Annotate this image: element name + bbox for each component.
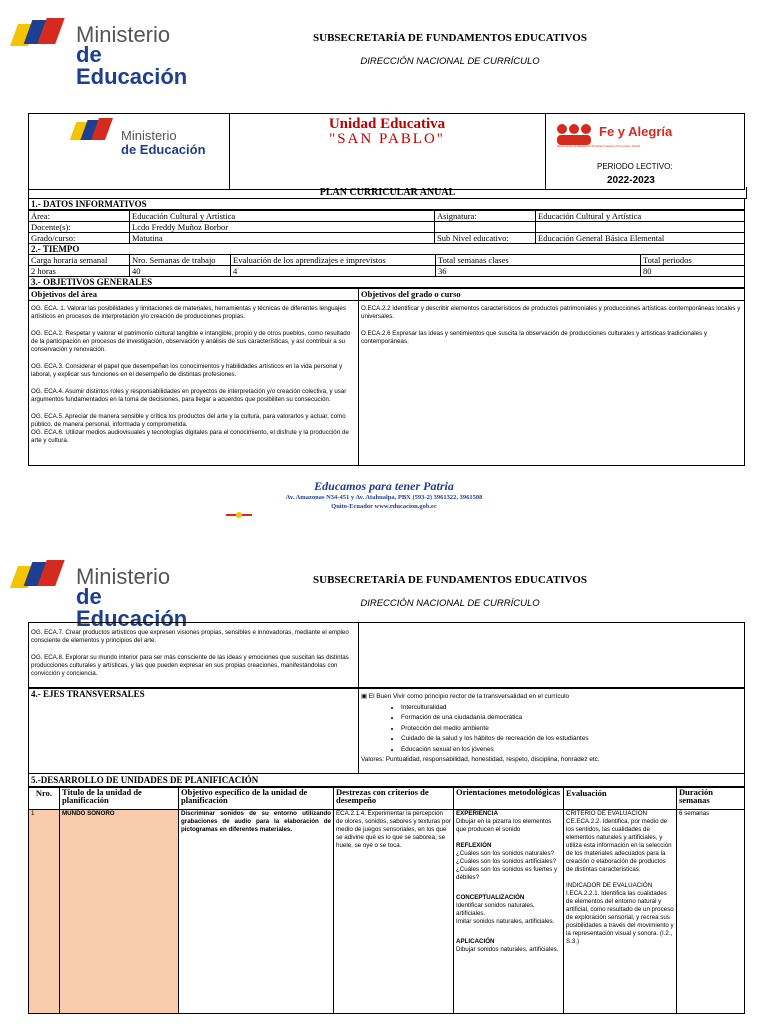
- footer-address: Av. Amazonas N34-451 y Av. Atahualpa, PBX (593-2) 3961322, 3961508: [285, 494, 483, 501]
- school-name: Unidad Educativa: [328, 116, 446, 132]
- tiempo-table: [28, 254, 745, 288]
- col-header: Objetivo específico de la unidad de planificación: [179, 788, 334, 810]
- tiempo-header: Nro. Semanas de trabajo: [130, 255, 231, 266]
- obj-grado-item: O.ECA.2.6 Expresar las ideas y sentimientos que suscita la observación de producciones culturales y artísticas tradicionales y contemporáneas.: [361, 330, 707, 345]
- objetivos-cont-table: [28, 622, 745, 688]
- plan-title: PLAN CURRICULAR ANUAL: [28, 187, 747, 199]
- people-icon: [557, 124, 595, 146]
- subnivel-label: Sub Nivel educativo:: [435, 233, 536, 244]
- obj-area-item: OG. ECA. 1. Valorar las posibilidades y limitaciones de materiales, herramientas y técnicas de diferentes lenguajes artísticos en procesos de interpretación y/o creación de producciones propias.: [31, 305, 346, 320]
- tiempo-value: 80: [641, 266, 745, 277]
- obj-area-cont: [29, 623, 359, 688]
- direccion-subtitle-page2: DIRECCIÓN NACIONAL DE CURRÍCULO: [360, 598, 540, 609]
- col-header: Nro.: [29, 788, 60, 810]
- obj-area-item: OG. ECA.2. Respetar y valorar el patrimonio cultural tangible e intangible, propio y de otros pueblos, como resultado de la participación en procesos de investigación, observación y análisis de sus características, y así contribuir a su conservación y renovación.: [31, 330, 351, 353]
- eje-item: • Cuidado de la salud y los hábitos de recreación de los estudiantes: [401, 734, 742, 745]
- eje-item: • Educación sexual en los jóvenes: [401, 745, 742, 756]
- tiempo-header: Carga horaria semanal: [29, 255, 130, 266]
- obj-grado-item: O.ECA.2.2 Identificar y describir elementos característicos de productos patrimoniales y producciones artísticas contemporáneas locales y universales.: [361, 305, 741, 320]
- unidades-table: [28, 787, 745, 1014]
- area-value: Educación Cultural y Artística: [130, 211, 435, 222]
- fya-logo: Fe y Alegría Movimiento de Educación Popular Integral y Promoción Social: [557, 124, 673, 148]
- tiempo-header: Total periodos: [641, 255, 745, 266]
- tiempo-value: 36: [436, 266, 641, 277]
- row-destrezas: ECA.2.1.4. Experimentar la percepción de olores, sonidos, sabores y texturas por medio de juegos sensoriales, en los que se adivine qué es lo que se saborea, se huele, se oye o se toca.: [334, 810, 454, 1014]
- row-evaluacion: CRITERIO DE EVALUACIÓN CE.ECA.2.2. Identifica, por medio de los sentidos, las cualidades de elementos naturales y artificiales, y utiliza esta información en la selección de los materiales adecuados para la creación o elaboración de productos de distintas características. INDICADOR DE EVALUACIÓN I.ECA.2.2.1. Identifica las cualidades de elementos del entorno natural y artificial, como resultado de un proceso de exploración sensorial, y recrea sus posibilidades a través del movimiento y la representación visual y sonora. (I.2., S.3.): [564, 810, 677, 1014]
- flag-icon: [14, 18, 72, 64]
- asignatura-value: Educación Cultural y Artística: [536, 211, 745, 222]
- row-objetivo: Discriminar sonidos de su entorno utilizando grabaciones de audio para la elaboración de pictogramas en diferentes materiales.: [179, 810, 334, 1014]
- section-objetivos: 3.- OBJETIVOS GENERALES: [29, 277, 745, 288]
- footer-motto: Educamos para tener Patria: [314, 479, 454, 493]
- school-header: [28, 113, 745, 190]
- row-titulo: MUNDO SONORO: [60, 810, 179, 1014]
- tiempo-header: Total semanas clases: [436, 255, 641, 266]
- direccion-subtitle: DIRECCIÓN NACIONAL DE CURRÍCULO: [360, 56, 540, 67]
- col-header: Orientaciones metodológicas: [454, 788, 564, 810]
- ministerio-logo-page2: Ministerio de Educación: [14, 560, 174, 608]
- obj-grado-header: Objetivos del grado o curso: [359, 289, 745, 301]
- row-nro: 1: [29, 810, 60, 1014]
- school-name-2: "SAN PABLO": [329, 131, 445, 147]
- col-header: Título de la unidad de planificación: [60, 788, 179, 810]
- obj-area-list: [29, 301, 359, 466]
- eje-item: • Interculturalidad: [401, 703, 742, 714]
- col-header: Evaluación: [564, 788, 677, 810]
- col-header: Duración semanas: [677, 788, 745, 810]
- docente-value: Lcdo Freddy Muñoz Borbor: [130, 222, 435, 233]
- ejes-intro: ▣ El Buen Vivir como principio rector de la transversalidad en el currículo: [361, 693, 570, 700]
- ejes-table: [28, 688, 745, 774]
- objetivos-table: [28, 288, 745, 466]
- checkbox-icon: ▣: [361, 693, 369, 700]
- obj-area-item: OG. ECA.5. Apreciar de manera sensible y crítica los productos del arte y la cultura, para valorarlos y actuar, como público, de manera personal, informada y comprometida.: [31, 413, 346, 428]
- row-orientaciones: EXPERIENCIA Dibujar en la pizarra los elementos que producen el sonido REFLEXIÓN ¿Cuáles son los sonidos naturales? ¿Cuáles son los sonidos artificiales? ¿Cuáles son los sonidos es fuertes y débiles? CONCEPTUALIZACIÓN Identificar sonidos naturales, artificiales. Imitar sonidos naturales, artificiales. APLICACIÓN Dibujar sonidos naturales, artificiales.: [454, 810, 564, 1014]
- obj-area-item: OG. ECA.8. Explorar su mundo interior para ser más consciente de las ideas y emociones que suscitan las distintas producciones culturales y artísticas, y las que pueden expresar en sus propias creaciones, manifestándolas con convicción y conciencia.: [31, 654, 349, 677]
- grado-label: Grado/curso:: [29, 233, 130, 244]
- tiempo-value: 2 horas: [29, 266, 130, 277]
- obj-area-item: OG. ECA.3. Considerar el papel que desempeñan los conocimientos y habilidades artísticos en la vida personal y laboral, y explicar sus funciones en el desempeño de distintas profesiones.: [31, 363, 343, 378]
- tiempo-value: 40: [130, 266, 231, 277]
- flag-icon: [14, 560, 72, 606]
- grado-value: Matutina: [130, 233, 435, 244]
- subsecretaria-title: SUBSECRETARÍA DE FUNDAMENTOS EDUCATIVOS: [313, 32, 587, 44]
- periodo-label: PERIODO LECTIVO:: [597, 162, 673, 171]
- obj-area-header: Objetivos del área: [29, 289, 359, 301]
- obj-area-item: OG. ECA.7. Crear productos artísticos que expresen visiones propias, sensibles e innovadoras, mediante el empleo consciente de elementos y principios del arte.: [31, 629, 349, 644]
- section-ejes: 4.- EJES TRANSVERSALES: [29, 689, 359, 774]
- col-header: Destrezas con criterios de desempeño: [334, 788, 454, 810]
- ministerio-logo-small: Ministerio de Educación: [73, 118, 223, 158]
- section-desarrollo: 5.-DESARROLLO DE UNIDADES DE PLANIFICACIÓN: [28, 774, 745, 787]
- docente-label: Docente(s):: [29, 222, 130, 233]
- subnivel-value: Educación General Básica Elemental: [536, 233, 745, 244]
- area-label: Área:: [29, 211, 130, 222]
- section-datos: 1.- DATOS INFORMATIVOS: [28, 199, 745, 210]
- section-tiempo: 2.- TIEMPO: [29, 244, 745, 255]
- eje-item: • Formación de una ciudadanía democrática: [401, 713, 742, 724]
- footer-web: Quito-Ecuador www.educacion.gob.ec: [331, 503, 437, 510]
- ejes-content: [359, 689, 745, 774]
- obj-grado-list: [359, 301, 745, 466]
- subsecretaria-title-page2: SUBSECRETARÍA DE FUNDAMENTOS EDUCATIVOS: [313, 574, 587, 586]
- ministerio-logo: Ministerio de Educación: [14, 18, 174, 66]
- periodo-value: 2022-2023: [607, 175, 655, 186]
- obj-area-item: OG. ECA.6. Utilizar medios audiovisuales y tecnologías digitales para el conocimiento, el disfrute y la producción de arte y cultura.: [31, 429, 349, 444]
- footer-emblem-icon: [226, 512, 252, 518]
- valores: Valores: Puntualidad, responsabilidad, honestidad, respeto, disciplina, honradez etc.: [361, 756, 600, 763]
- eje-item: • Protección del medio ambiente: [401, 724, 742, 735]
- tiempo-value: 4: [231, 266, 436, 277]
- asignatura-label: Asignatura:: [435, 211, 536, 222]
- tiempo-header: Evaluación de los aprendizajes e imprevistos: [231, 255, 436, 266]
- row-duracion: 6 semanas: [677, 810, 745, 1014]
- obj-area-item: OG. ECA.4. Asumir distintos roles y responsabilidades en proyectos de interpretación y/o creación colectiva, y usar argumentos fundamentados en la toma de decisiones, para llegar a acuerdos que posibiliten su consecución.: [31, 388, 347, 403]
- datos-table: [28, 210, 745, 255]
